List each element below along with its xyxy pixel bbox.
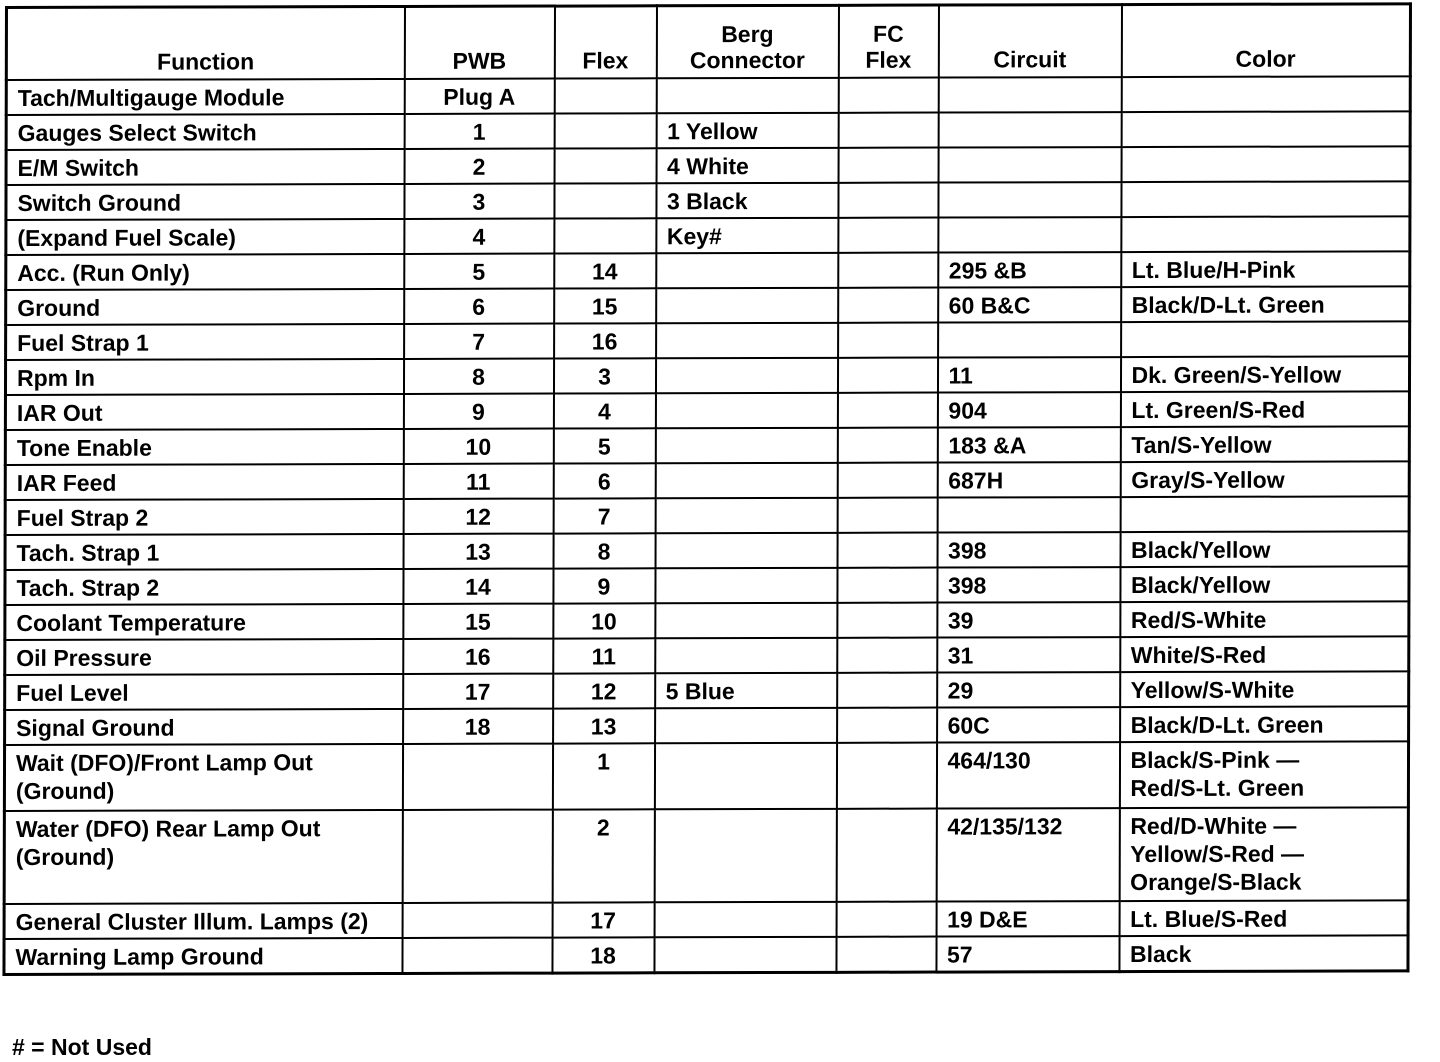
cell-function-text: Fuel Strap 2	[16, 504, 149, 531]
cell-pwb	[404, 149, 554, 184]
cell-berg-connector	[655, 603, 837, 638]
footnote: # = Not Used	[12, 1034, 152, 1060]
cell-color	[1119, 807, 1408, 901]
cell-fc-flex	[837, 463, 937, 498]
cell-pwb-text: 13	[465, 538, 491, 565]
cell-pwb-text: 7	[472, 328, 486, 355]
cell-color	[1120, 391, 1409, 427]
cell-function-text: E/M Switch	[17, 154, 140, 181]
cell-color	[1120, 671, 1409, 707]
cell-color-text: Red/D-White — Yellow/S-Red — Orange/S-Black	[1130, 812, 1305, 896]
cell-flex	[553, 358, 655, 393]
cell-circuit-text: 464/130	[947, 747, 1031, 774]
cell-color	[1120, 706, 1409, 742]
table-row	[6, 251, 1410, 290]
cell-function-text: Fuel Strap 1	[17, 329, 149, 356]
cell-color	[1121, 216, 1410, 252]
header-row	[6, 4, 1410, 80]
cell-color	[1120, 356, 1409, 392]
cell-pwb-text: 4	[472, 223, 486, 250]
cell-berg-connector	[654, 937, 836, 973]
cell-function-text: (Expand Fuel Scale)	[17, 223, 236, 251]
cell-color-text: Black/Yellow	[1131, 536, 1271, 563]
cell-circuit-text: 183 &A	[948, 431, 1027, 459]
cell-color	[1120, 636, 1409, 672]
table-row	[4, 900, 1408, 939]
cell-flex-text: 4	[597, 397, 611, 424]
cell-flex	[553, 603, 655, 638]
cell-flex	[553, 428, 655, 463]
cell-pwb-text: 18	[464, 713, 491, 740]
table-row	[5, 566, 1409, 605]
cell-function	[6, 219, 404, 255]
cell-color-text: Lt. Blue/S-Red	[1130, 905, 1288, 932]
cell-function	[4, 810, 402, 904]
cell-berg-connector	[655, 638, 837, 673]
cell-circuit-text: 398	[948, 536, 987, 564]
cell-pwb	[403, 709, 553, 744]
cell-function	[5, 569, 403, 605]
cell-circuit	[938, 217, 1121, 252]
cell-pwb	[403, 464, 553, 499]
cell-pwb	[403, 674, 553, 709]
table-row	[5, 356, 1409, 395]
cell-function-text: Tach. Strap 2	[16, 574, 160, 601]
cell-fc-flex	[838, 183, 938, 218]
cell-circuit	[937, 637, 1120, 672]
cell-function	[6, 289, 404, 325]
cell-circuit-text: 31	[947, 641, 974, 669]
cell-pwb	[404, 324, 554, 359]
cell-pwb	[402, 903, 552, 938]
table-row	[5, 391, 1409, 430]
cell-flex	[554, 288, 656, 323]
cell-circuit	[938, 322, 1121, 357]
cell-pwb	[403, 394, 553, 429]
cell-flex	[552, 809, 654, 902]
cell-berg-connector	[655, 428, 837, 463]
cell-flex-text: 7	[597, 502, 611, 529]
cell-circuit-text: 295 &B	[948, 256, 1027, 284]
cell-color	[1121, 146, 1410, 182]
cell-fc-flex	[836, 743, 936, 809]
cell-function	[5, 464, 403, 500]
cell-function-text: Switch Ground	[17, 189, 182, 216]
cell-color-text: Black/D-Lt. Green	[1130, 711, 1324, 738]
cell-color-text: Black	[1129, 940, 1192, 967]
cell-circuit	[937, 672, 1120, 707]
table-row	[5, 706, 1409, 745]
cell-function-text: Tach/Multigauge Module	[17, 83, 285, 111]
cell-function	[4, 744, 402, 811]
cell-pwb	[403, 429, 553, 464]
cell-pwb	[403, 359, 553, 394]
table-row	[4, 741, 1408, 811]
header-function: Function	[6, 6, 404, 80]
cell-color-text: Black/Yellow	[1130, 571, 1271, 598]
table-row	[5, 636, 1409, 675]
cell-function-text: Warning Lamp Ground	[15, 942, 264, 970]
cell-circuit	[937, 497, 1120, 532]
cell-pwb-text: 3	[472, 188, 486, 215]
cell-flex	[553, 498, 655, 533]
cell-function-text: Ground	[17, 294, 101, 321]
cell-color	[1120, 496, 1409, 532]
cell-circuit	[937, 707, 1120, 742]
cell-circuit-text: 904	[948, 396, 987, 424]
cell-flex	[554, 78, 656, 113]
cell-pwb-text: 11	[466, 468, 491, 495]
cell-flex	[553, 568, 655, 603]
cell-pwb	[402, 938, 552, 974]
cell-berg-connector	[655, 568, 837, 603]
cell-fc-flex	[838, 218, 938, 253]
table-row	[6, 181, 1410, 220]
cell-circuit	[937, 532, 1120, 567]
cell-function-text: Tach. Strap 1	[16, 539, 160, 566]
table-row	[5, 461, 1409, 500]
cell-function-text: General Cluster Illum. Lamps (2)	[15, 907, 369, 935]
cell-circuit	[937, 602, 1120, 637]
cell-pwb-text: 10	[465, 433, 492, 460]
cell-berg-connector	[656, 78, 838, 113]
cell-function	[5, 604, 403, 640]
cell-circuit-text: 687H	[948, 466, 1004, 494]
cell-color	[1120, 461, 1409, 497]
cell-flex-text: 14	[591, 257, 618, 284]
cell-flex-text: 3	[598, 362, 611, 389]
cell-fc-flex	[837, 393, 937, 428]
table-body	[4, 76, 1410, 974]
cell-flex-text: 10	[591, 607, 617, 634]
cell-berg-connector	[655, 358, 837, 393]
header-color: Color	[1121, 4, 1410, 77]
cell-function-text: Acc. (Run Only)	[17, 259, 190, 286]
cell-berg-connector	[656, 323, 838, 358]
cell-circuit	[938, 182, 1121, 217]
cell-flex-text: 6	[597, 467, 611, 494]
cell-color	[1120, 566, 1409, 602]
cell-flex	[553, 708, 655, 743]
cell-flex	[553, 463, 655, 498]
cell-circuit	[938, 287, 1121, 322]
cell-flex	[554, 253, 656, 288]
cell-circuit	[936, 936, 1119, 972]
cell-berg-connector	[654, 809, 836, 902]
header-berg-connector: Berg Connector	[656, 5, 838, 78]
cell-function	[5, 499, 403, 535]
cell-circuit	[938, 147, 1121, 182]
cell-color	[1121, 76, 1410, 112]
table-row	[4, 935, 1408, 974]
cell-fc-flex	[838, 253, 938, 288]
cell-pwb	[403, 499, 553, 534]
cell-flex	[553, 638, 655, 673]
cell-function	[5, 359, 403, 395]
cell-pwb	[403, 534, 553, 569]
cell-fc-flex	[836, 937, 936, 973]
cell-function-text: Wait (DFO)/Front Lamp Out (Ground)	[15, 749, 313, 804]
table-row	[6, 286, 1410, 325]
cell-flex-text: 2	[596, 814, 610, 841]
cell-fc-flex	[837, 603, 937, 638]
cell-color-text: Lt. Blue/H-Pink	[1131, 256, 1296, 283]
cell-berg-connector-text: 3 Black	[666, 187, 748, 214]
cell-color-text: Dk. Green/S-Yellow	[1131, 361, 1342, 388]
cell-pwb-text: 12	[465, 503, 491, 530]
cell-pwb-text: Plug A	[443, 83, 516, 110]
cell-color	[1121, 286, 1410, 322]
cell-function	[5, 639, 403, 675]
cell-function-text: Fuel Level	[16, 679, 129, 706]
cell-flex	[554, 183, 656, 218]
cell-fc-flex	[837, 568, 937, 603]
cell-circuit-text: 11	[948, 361, 973, 389]
cell-fc-flex	[838, 113, 938, 148]
cell-function-text: Gauges Select Switch	[17, 118, 257, 146]
cell-circuit	[937, 462, 1120, 497]
cell-flex-text: 16	[591, 327, 618, 354]
cell-function-text: Coolant Temperature	[16, 608, 247, 636]
cell-color	[1121, 111, 1410, 147]
cell-fc-flex	[837, 708, 937, 743]
cell-function	[5, 709, 403, 745]
cell-function	[6, 324, 404, 360]
cell-fc-flex	[837, 638, 937, 673]
cell-color	[1121, 321, 1410, 357]
cell-color-text: Tan/S-Yellow	[1131, 431, 1272, 458]
cell-color-text: Lt. Green/S-Red	[1131, 396, 1306, 423]
cell-fc-flex	[836, 809, 936, 902]
cell-pwb	[404, 289, 554, 324]
cell-function	[6, 149, 404, 185]
cell-berg-connector	[654, 902, 836, 937]
cell-pwb	[404, 79, 554, 114]
cell-fc-flex	[837, 428, 937, 463]
cell-color-text: Gray/S-Yellow	[1131, 466, 1285, 493]
cell-pwb-text: 9	[471, 398, 485, 425]
cell-color-text: Red/S-White	[1130, 606, 1267, 633]
cell-circuit	[938, 77, 1121, 112]
cell-pwb	[402, 810, 552, 903]
cell-fc-flex	[838, 288, 938, 323]
cell-pwb	[402, 744, 552, 810]
cell-fc-flex	[838, 148, 938, 183]
cell-function-text: IAR Feed	[16, 469, 117, 496]
table-row	[6, 146, 1410, 185]
cell-berg-connector	[656, 218, 838, 253]
cell-berg-connector	[654, 743, 836, 809]
cell-flex-text: 11	[591, 642, 616, 669]
table-row	[5, 496, 1409, 535]
cell-flex-text: 13	[590, 712, 617, 739]
header-flex: Flex	[554, 6, 656, 79]
cell-pwb-text: 2	[472, 153, 486, 180]
cell-berg-connector	[656, 148, 838, 183]
cell-berg-connector-text: 1 Yellow	[667, 117, 758, 144]
table-row	[5, 426, 1409, 465]
cell-circuit-text: 60 B&C	[948, 291, 1031, 319]
cell-berg-connector	[655, 533, 837, 568]
cell-flex-text: 8	[597, 537, 611, 564]
cell-pwb	[404, 114, 554, 149]
cell-fc-flex	[838, 323, 938, 358]
cell-circuit	[936, 901, 1119, 936]
cell-berg-connector-text: 5 Blue	[665, 677, 735, 704]
cell-function-text: Oil Pressure	[16, 644, 152, 671]
cell-berg-connector	[656, 288, 838, 323]
cell-pwb-text: 6	[472, 293, 486, 320]
cell-color	[1119, 741, 1408, 808]
cell-pwb	[403, 569, 553, 604]
cell-flex-text: 1	[597, 748, 610, 775]
cell-circuit	[936, 742, 1119, 808]
cell-function	[4, 938, 402, 975]
cell-fc-flex	[837, 358, 937, 393]
table-row	[5, 601, 1409, 640]
cell-pwb-text: 8	[472, 363, 485, 390]
cell-berg-connector	[656, 113, 838, 148]
cell-flex	[552, 937, 654, 973]
cell-pwb-text: 1	[472, 118, 486, 145]
cell-fc-flex	[837, 498, 937, 533]
cell-berg-connector	[655, 498, 837, 533]
cell-function	[6, 79, 404, 115]
cell-function	[5, 429, 403, 465]
cell-color	[1120, 531, 1409, 567]
cell-function	[5, 534, 403, 570]
cell-circuit-text: 60C	[947, 711, 990, 739]
table-row	[6, 76, 1410, 115]
cell-flex	[553, 673, 655, 708]
cell-berg-connector	[655, 393, 837, 428]
cell-pwb	[403, 639, 553, 674]
table-row	[6, 111, 1410, 150]
cell-flex-text: 12	[590, 677, 617, 704]
cell-color-text: Black/S-Pink — Red/S-Lt. Green	[1130, 746, 1305, 802]
table-row	[6, 216, 1410, 255]
cell-function	[4, 903, 402, 939]
cell-pwb	[404, 184, 554, 219]
cell-fc-flex	[837, 533, 937, 568]
cell-flex	[554, 148, 656, 183]
table-row	[5, 531, 1409, 570]
table-row	[5, 671, 1409, 710]
cell-flex	[552, 902, 654, 937]
header-fc-flex: FC Flex	[838, 5, 938, 78]
cell-pwb-text: 17	[464, 678, 491, 705]
cell-berg-connector-text: Key#	[666, 222, 722, 249]
cell-function	[6, 254, 404, 290]
cell-pwb-text: 5	[472, 258, 486, 285]
cell-pwb-text: 16	[464, 643, 491, 670]
cell-color	[1119, 900, 1408, 936]
cell-fc-flex	[836, 902, 936, 937]
cell-flex	[552, 743, 654, 809]
cell-circuit	[937, 427, 1120, 462]
cell-circuit-text: 39	[947, 606, 974, 634]
wiring-table-sheet	[2, 2, 1409, 976]
cell-circuit	[937, 392, 1120, 427]
table-row	[6, 321, 1410, 360]
cell-color	[1120, 601, 1409, 637]
cell-flex-text: 15	[591, 292, 618, 319]
cell-circuit-text: 29	[947, 676, 974, 704]
cell-flex	[554, 218, 656, 253]
cell-circuit-text: 398	[947, 571, 987, 599]
table-row	[4, 807, 1408, 904]
cell-flex-text: 5	[597, 432, 611, 459]
cell-pwb	[404, 254, 554, 289]
cell-function-text: Rpm In	[16, 364, 96, 391]
header-circuit: Circuit	[938, 5, 1121, 78]
cell-flex-text: 17	[590, 906, 616, 933]
cell-berg-connector	[656, 253, 838, 288]
cell-circuit-text: 57	[946, 940, 973, 968]
cell-flex-text: 18	[590, 941, 616, 968]
cell-circuit	[936, 808, 1119, 901]
cell-circuit-text: 42/135/132	[947, 813, 1063, 840]
cell-berg-connector-text: 4 White	[667, 152, 749, 179]
cell-berg-connector	[655, 708, 837, 743]
cell-function-text: Signal Ground	[16, 714, 175, 741]
wiring-table	[2, 2, 1412, 976]
cell-function	[5, 674, 403, 710]
cell-color-text: Yellow/S-White	[1130, 676, 1295, 703]
cell-function-text: Water (DFO) Rear Lamp Out (Ground)	[15, 815, 321, 870]
cell-color-text: White/S-Red	[1130, 641, 1267, 668]
cell-berg-connector	[655, 463, 837, 498]
cell-pwb	[403, 604, 553, 639]
cell-color	[1120, 426, 1409, 462]
cell-pwb-text: 15	[465, 608, 491, 635]
header-pwb: PWB	[404, 6, 554, 79]
cell-color-text: Black/D-Lt. Green	[1131, 291, 1325, 318]
cell-pwb	[404, 219, 554, 254]
cell-flex-text: 9	[597, 572, 611, 599]
cell-berg-connector	[656, 183, 838, 218]
cell-flex	[553, 393, 655, 428]
cell-function	[6, 184, 404, 220]
cell-flex	[554, 113, 656, 148]
cell-function-text: Tone Enable	[16, 434, 152, 461]
cell-color	[1121, 181, 1410, 217]
cell-flex	[553, 533, 655, 568]
cell-color	[1121, 251, 1410, 287]
cell-pwb-text: 14	[465, 573, 491, 600]
cell-function	[5, 394, 403, 430]
cell-berg-connector	[655, 673, 837, 708]
cell-function-text: IAR Out	[16, 399, 103, 426]
cell-circuit	[937, 567, 1120, 602]
cell-function	[6, 114, 404, 150]
cell-flex	[554, 323, 656, 358]
cell-circuit-text: 19 D&E	[947, 905, 1028, 933]
cell-color	[1119, 935, 1408, 971]
cell-circuit	[937, 357, 1120, 392]
cell-fc-flex	[837, 673, 937, 708]
cell-circuit	[938, 252, 1121, 287]
cell-circuit	[938, 112, 1121, 147]
cell-fc-flex	[838, 78, 938, 113]
